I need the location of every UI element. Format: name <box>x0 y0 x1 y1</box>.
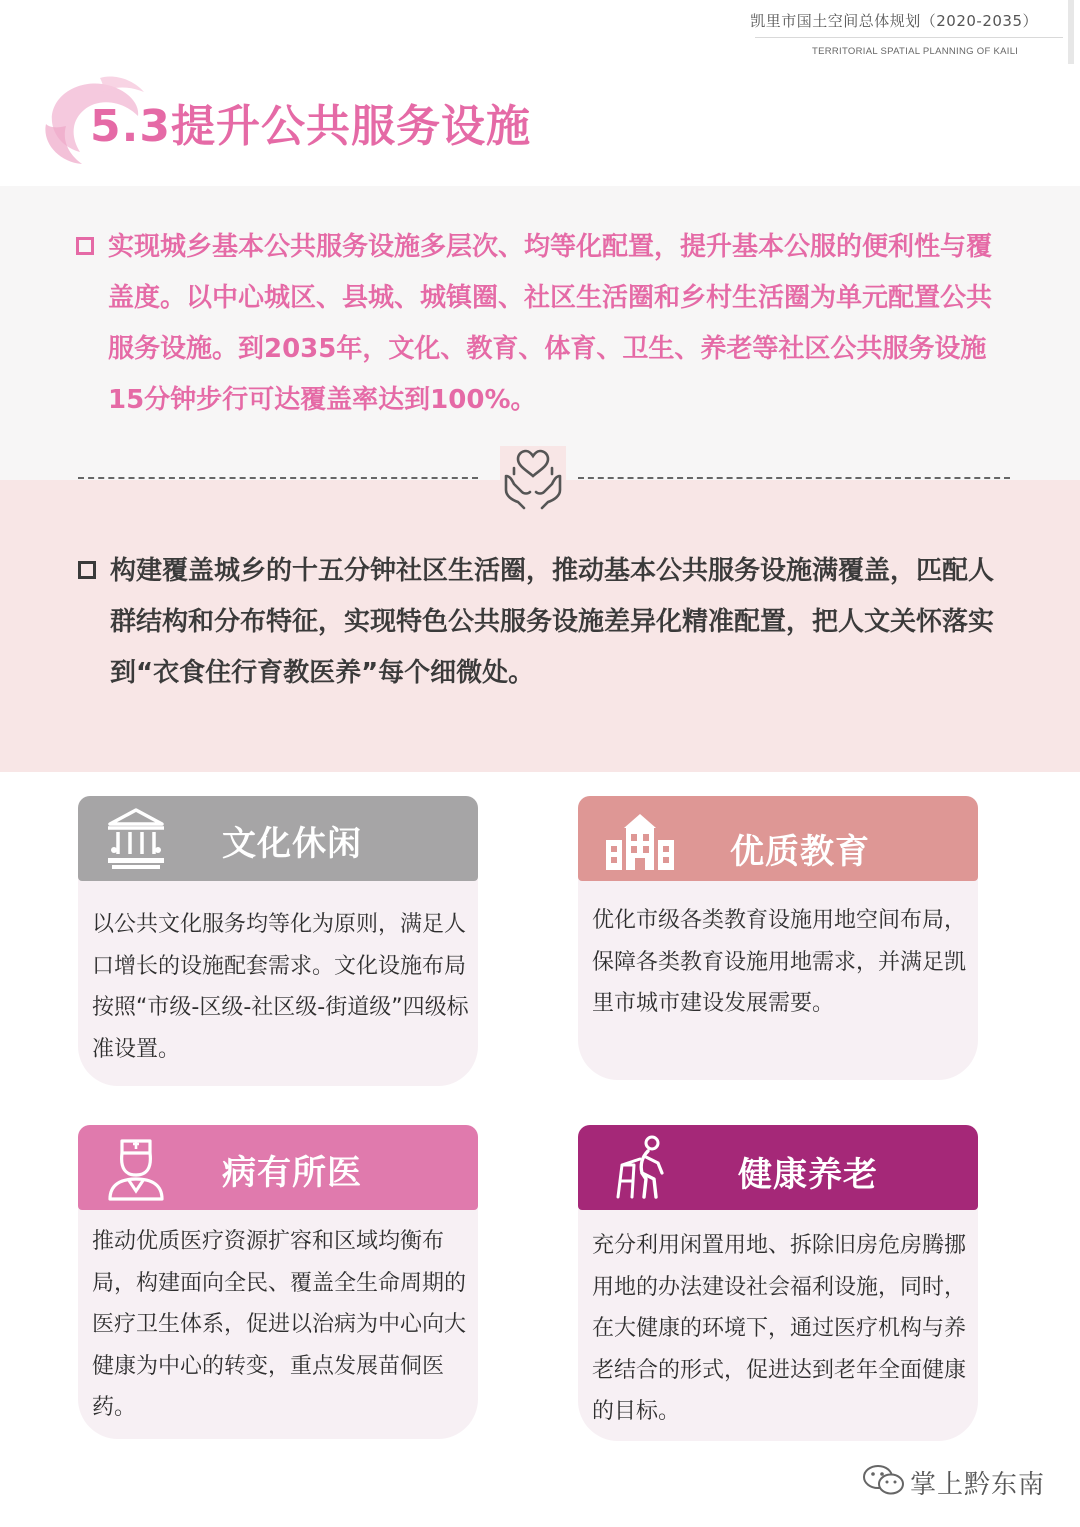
paragraph-text: 构建覆盖城乡的十五分钟社区生活圈，推动基本公共服务设施满覆盖，匹配人群结构和分布特征，实现特色公共服务设施差异化精准配置，把人文关怀落实到“衣食住行育教医养”每个细微处。 <box>110 556 995 688</box>
card-header <box>78 1125 478 1210</box>
card-body-text: 以公共文化服务均等化为原则，满足人口增长的设施配套需求。文化设施布局按照“市级-区级-社区级-街道级”四级标准设置。 <box>92 912 469 1062</box>
document-title: 凯里市国土空间总体规划（2020-2035） <box>750 12 1038 30</box>
dashed-divider-right <box>578 477 1010 479</box>
edge-bar <box>1068 0 1074 64</box>
section-title: 5.3提升公共服务设施 <box>90 101 531 152</box>
card-title: 健康养老 <box>738 1155 878 1195</box>
card-body-text: 充分利用闲置用地、拆除旧房危房腾挪用地的办法建设社会福利设施，同时，在大健康的环境下，通过医疗机构与养老结合的形式，促进达到老年全面健康的目标。 <box>592 1233 967 1424</box>
card-quality-education <box>578 796 978 1080</box>
card-title: 文化休闲 <box>222 824 362 864</box>
school-building-icon <box>602 806 676 874</box>
checkbox-bullet-icon <box>76 237 94 255</box>
watermark-text: 掌上黔东南 <box>910 1470 1046 1500</box>
card-health-elderly <box>578 1125 978 1441</box>
wechat-icon <box>862 1464 906 1496</box>
card-header <box>78 796 478 881</box>
nurse-icon <box>104 1133 168 1201</box>
document-subtitle: TERRITORIAL SPATIAL PLANNING OF KAILI <box>812 46 1019 57</box>
museum-icon <box>104 804 168 872</box>
paragraph-text: 实现城乡基本公共服务设施多层次、均等化配置，提升基本公服的便利性与覆盖度。以中心城区、县城、城镇圈、社区生活圈和乡村生活圈为单元配置公共服务设施。到2035年，文化、教育、体育、卫生、养老等社区公共服务设施15分钟步行可达覆盖率达到100%。 <box>108 232 993 415</box>
card-body-text: 推动优质医疗资源扩容和区域均衡布局，构建面向全民、覆盖全生命周期的医疗卫生体系，促进以治病为中心向大健康为中心的转变，重点发展苗侗医药。 <box>92 1229 467 1420</box>
document-header <box>750 8 1038 39</box>
heart-hands-icon <box>500 446 566 512</box>
paragraph-service-facilities <box>76 222 1016 426</box>
elderly-walker-icon <box>612 1133 676 1201</box>
card-culture-leisure <box>78 796 478 1086</box>
card-header <box>578 1125 978 1210</box>
dashed-divider-left <box>78 477 478 479</box>
card-header <box>578 796 978 881</box>
card-medical-care <box>78 1125 478 1439</box>
paragraph-life-circle <box>78 546 1018 699</box>
card-body-text: 优化市级各类教育设施用地空间布局，保障各类教育设施用地需求，并满足凯里市城市建设发展需要。 <box>592 908 967 1016</box>
card-title: 病有所医 <box>222 1153 362 1193</box>
checkbox-bullet-icon <box>78 561 96 579</box>
card-title: 优质教育 <box>730 832 870 872</box>
header-rule <box>755 37 1063 38</box>
